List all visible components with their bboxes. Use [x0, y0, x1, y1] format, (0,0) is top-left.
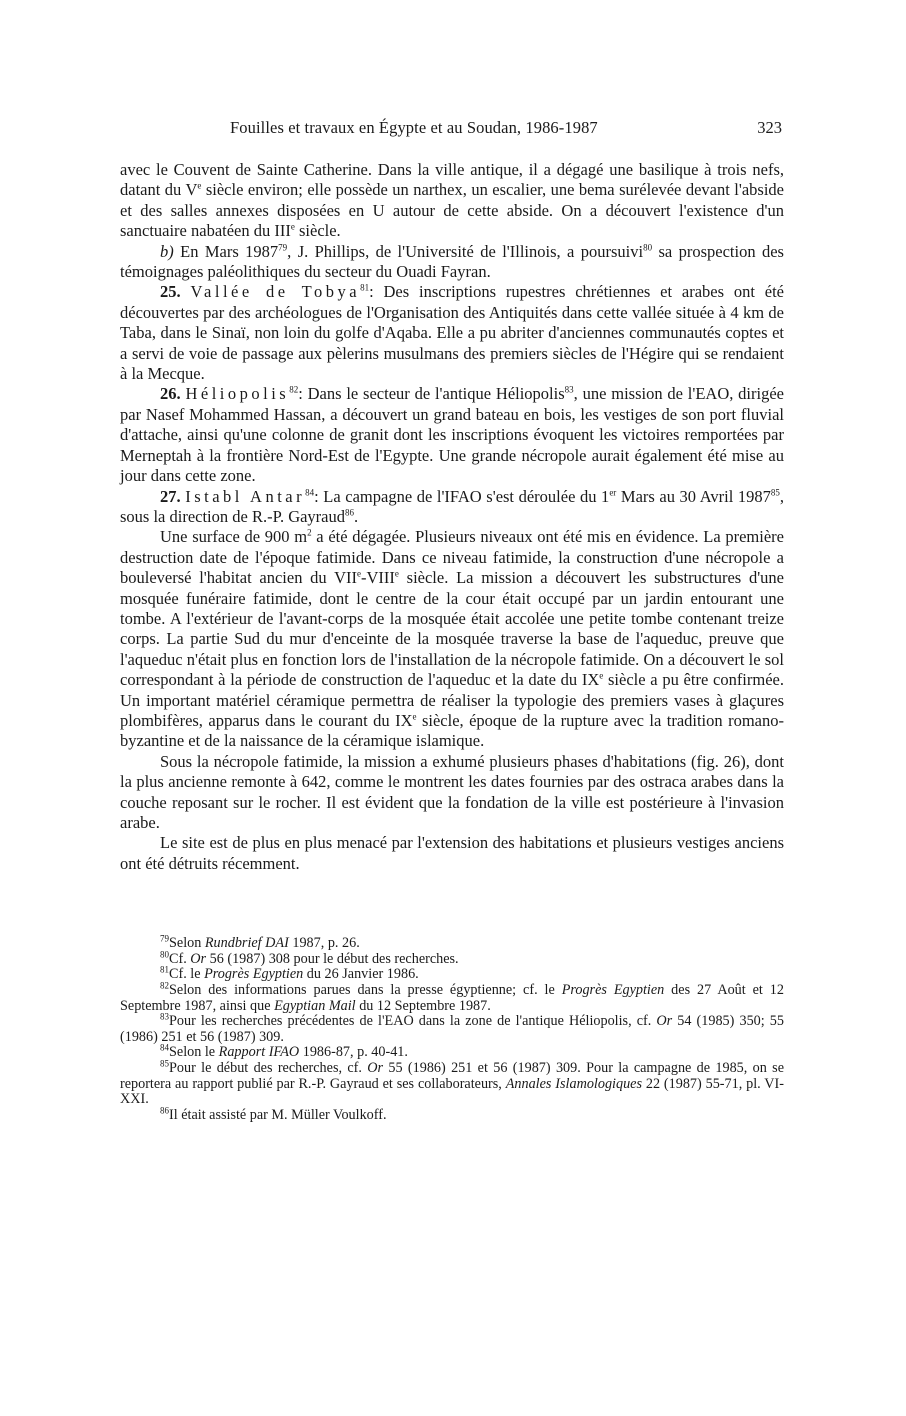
- section-heading: Istabl Antar: [185, 486, 306, 506]
- section-heading: Vallée de Tobya: [190, 282, 361, 302]
- footnote-86: $^{86}$Il était assisté par M. Müller Voulkoff.: [160, 1105, 387, 1123]
- footnotes: [120, 933, 785, 1123]
- running-header: [120, 118, 784, 140]
- section-26-heliopolis: 26. Héliopolis$^{82}$: Dans le secteur de l'antique Héliopolis$^{83}$, une mission de l'EAO, dirigée par Nasef Mohammed Hassan, a découvert un grand bateau en bois, les vestiges de son port fluvial d'attache, ainsi qu'une colonne de granit dont les inscriptions évoquent les victoires remportées par Merneptah à la frontière Nord-Est de l'Egypte. Une grande nécropole aurait également été mise au jour dans cette zone.: [120, 384, 784, 486]
- footnote-84: $^{84}$Selon le Rapport IFAO 1986-87, p. 40-41.: [160, 1042, 408, 1061]
- paragraph-site: Le site est de plus en plus menacé par l'extension des habitations et plusieurs vestiges anciens ont été détruits récemment.: [120, 833, 784, 873]
- paragraph-phillips: b) En Mars 1987$^{79}$, J. Phillips, de l'Université de l'Illinois, a poursuivi$^{80}$ sa prospection des témoignages paléolithiques du secteur du Ouadi Fayran.: [120, 241, 784, 282]
- page-number: 323: [757, 118, 782, 137]
- section-number: 27.: [160, 486, 181, 506]
- section-number: 25.: [160, 282, 181, 302]
- running-title: Fouilles et travaux en Égypte et au Soudan, 1986-1987: [230, 118, 598, 137]
- footnote-82: $^{82}$Selon des informations parues dans la presse égyptienne; cf. le Progrès Egyptien des 27 Août et 12 Septembre 1987, ainsi que Egyptian Mail du 12 Septembre 1987.: [120, 980, 784, 1014]
- footnote-79: $^{79}$Selon Rundbrief DAI 1987, p. 26.: [160, 933, 360, 952]
- document-page: [120, 118, 784, 1123]
- footnote-85: $^{85}$Pour le début des recherches, cf. Or 55 (1986) 251 et 56 (1987) 309. Pour la campagne de 1985, on se reportera au rapport publié par R.-P. Gayraud et ses collaborateurs, Annales Islamologiques 22 (1987) 55-71, pl. VI-XXI.: [120, 1058, 785, 1108]
- section-25-tobya: 25. Vallée de Tobya$^{81}$: Des inscriptions rupestres chrétiennes et arabes ont été découvertes par des archéologues de l'Organisation des Antiquités dans cette vallée située à 4 km de Taba, dans le Sinaï, non loin du golfe d'Aqaba. Elle a pu abriter d'anciennes communautés coptes et a servi de voie de passage aux pèlerins musulmans des premiers siècles de l'Hégire qui se rendaient à la Mecque.: [120, 282, 784, 384]
- section-number: 26.: [160, 384, 181, 404]
- footnote-80: $^{80}$Cf. Or 56 (1987) 308 pour le début des recherches.: [160, 949, 459, 967]
- footnote-81: $^{81}$Cf. le Progrès Egyptien du 26 Janvier 1986.: [160, 964, 419, 983]
- paragraph-basilica: avec le Couvent de Sainte Catherine. Dans la ville antique, il a dégagé une basilique à trois nefs, datant du Ve siècle environ; elle possède un narthex, un escalier, une bema surélevée devant l'abside et des salles annexes disposées en U autour de cette abside. On a découvert l'existence d'un sanctuaire nabatéen du IIIe siècle.: [120, 160, 784, 241]
- paragraph-habitations: Sous la nécropole fatimide, la mission a exhumé plusieurs phases d'habitations (fig. 26), dont la plus ancienne remonte à 642, comme le montrent les dates fournies par des ostraca arabes dans la couche reposant sur le rocher. Il est évident que la fondation de la ville est postérieure à l'invasion arabe.: [120, 751, 784, 832]
- section-heading: Héliopolis: [185, 384, 290, 404]
- footnote-83: $^{83}$Pour les recherches précédentes de l'EAO dans la zone de l'antique Héliopolis, cf. Or 54 (1985) 350; 55 (1986) 251 et 56 (1987) 309.: [120, 1011, 784, 1045]
- main-text: [120, 160, 784, 874]
- section-27-istabl-antar: 27. Istabl Antar$^{84}$: La campagne de l'IFAO s'est déroulée du 1er Mars au 30 Avril 1987$^{85}$, sous la direction de R.-P. Gayraud$^{86}$.: [120, 486, 785, 526]
- paragraph-surface: Une surface de 900 $m^2$ a été dégagée. Plusieurs niveaux ont été mis en évidence. La première destruction date de l'époque fatimide. Dans ce niveau fatimide, la construction d'une nécropole a bouleversé l'habitat ancien du VIIe-VIIIe siècle. La mission a découvert les substructures d'une mosquée funéraire fatimide, dont le centre de la cour était occupé par un jardin entourant une tombe. A l'extérieur de l'avant-corps de la mosquée était accolée une petite tombe contenant treize corps. La partie Sud du mur d'enceinte de la mosquée traverse la base de l'aqueduc, preuve que l'aqueduc n'était plus en fonction lors de l'installation de la nécropole fatimide. On a découvert le sol correspondant à la période de construction de l'aqueduc et la date du IXe siècle a pu être confirmée. Un important matériel céramique permettra de réaliser la typologie des premiers vases à glaçures plombifères, apparus dans le courant du IXe siècle, époque de la rupture avec la tradition romano-byzantine et de la naissance de la céramique islamique.: [120, 527, 785, 751]
